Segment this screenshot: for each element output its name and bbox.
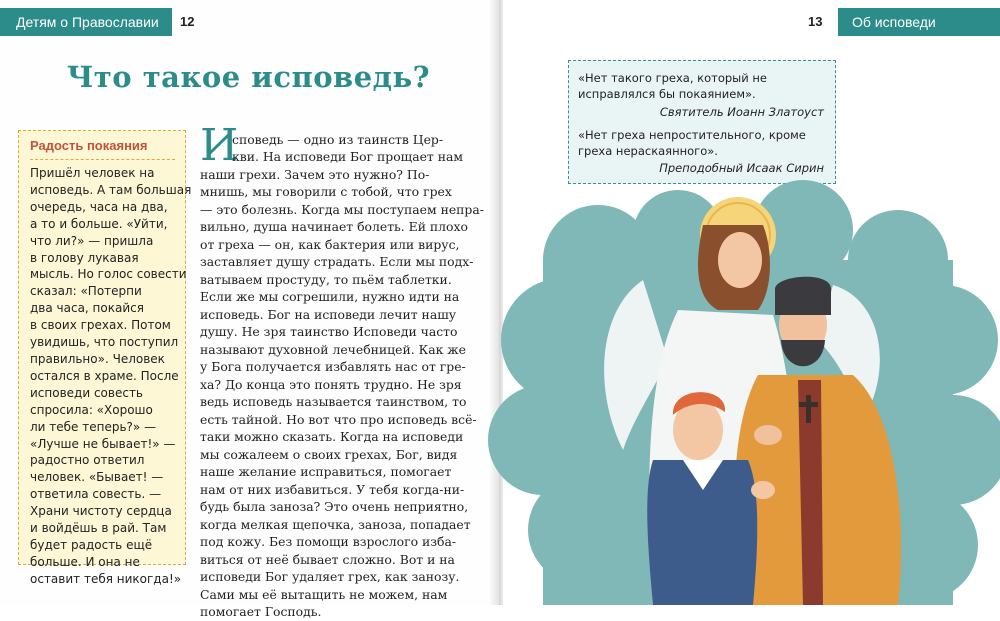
quote-line: исправлялся бы покаянием». xyxy=(578,87,756,101)
sidebar-line: ли тебе теперь?» — xyxy=(30,419,157,434)
drop-cap: И xyxy=(200,120,239,171)
sidebar-line: сказал: «Потерпи xyxy=(30,284,142,299)
priest-hand xyxy=(754,425,782,445)
quote-1-author: Святитель Иоанн Златоуст xyxy=(659,105,824,119)
body-line: нам от них избавиться. У тебя когда-ни- xyxy=(200,481,465,497)
sidebar-line: два часа, покайся xyxy=(30,301,144,316)
body-line: Если же мы согрешили, нужно идти на xyxy=(200,289,460,305)
body-text-intro xyxy=(232,131,492,166)
sidebar-line: в голову лукавая xyxy=(30,250,139,265)
body-line: исповеди Бог удаляет грех, как занозу. xyxy=(200,569,460,585)
body-line: у Бога получается избавлять нас от гре- xyxy=(200,359,466,375)
body-line: таки можно сказать. Когда на исповеди xyxy=(200,429,464,445)
sidebar-line: «Лучше не бывает!» — xyxy=(30,436,176,451)
sidebar-line: Храни чистоту сердца xyxy=(30,504,172,519)
sidebar-line: спросила: «Хорошо xyxy=(30,402,153,417)
page-title: Что такое исповедь? xyxy=(66,60,431,94)
quote-2-author: Преподобный Исаак Сирин xyxy=(659,161,824,175)
sidebar-divider xyxy=(30,159,175,160)
sidebar-line: и войдёшь в рай. Там xyxy=(30,521,167,536)
sidebar-line: что ли?» — пришла xyxy=(30,233,154,248)
body-line: наше желание исправиться, помогает xyxy=(200,464,452,480)
body-line: вильно, душа начинает болеть. Ей плохо xyxy=(200,219,468,235)
sidebar-line: очередь, часа на два, xyxy=(30,199,168,214)
body-line: душу. Не зря таинство Исповеди часто xyxy=(200,324,458,340)
body-line: от греха — он, как бактерия или вирус, xyxy=(200,236,460,252)
sidebar-line: исповеди совесть xyxy=(30,385,144,400)
body-line: виться от неё бывает сложно. Вот и на xyxy=(200,551,455,567)
sidebar-line: в своих грехах. Потом xyxy=(30,318,171,333)
illustration-angel-priest-boy xyxy=(503,190,1000,605)
body-line: — это болезнь. Когда мы поступаем непра- xyxy=(200,201,484,217)
body-text xyxy=(200,166,492,621)
body-line: споведь — одно из таинств Цер- xyxy=(232,132,444,147)
sidebar-line: человек. «Бывает! — xyxy=(30,470,164,485)
quote-line: «Нет такого греха, который не xyxy=(578,71,767,85)
sidebar-line: радостно ответил xyxy=(30,453,145,468)
sidebar-line: мысль. Но голос совести xyxy=(30,267,187,282)
body-line: кви. На исповеди Бог прощает нам xyxy=(232,149,463,165)
boy-hand xyxy=(751,481,775,499)
quote-line: греха нераскаянного». xyxy=(578,144,718,158)
running-header-left: Детям о Православии xyxy=(0,8,172,36)
body-line: мнишь, мы говорили с тобой, что грех xyxy=(200,184,452,200)
quote-1-text xyxy=(578,70,830,102)
body-line: ватываем простуду, то пьём таблетки. xyxy=(200,271,452,287)
body-line: наши грехи. Зачем это нужно? По- xyxy=(200,167,430,182)
sidebar-line: ответила совесть. — xyxy=(30,487,162,502)
body-line: есть тайной. Но вот что про исповедь всё- xyxy=(200,411,477,427)
body-line: помогает Господь. xyxy=(200,604,322,620)
body-line: ха? До конца это понять трудно. Не зря xyxy=(200,376,462,392)
body-line: ведь исповедь называется таинством, то xyxy=(200,394,467,410)
quote-line: «Нет греха непростительного, кроме xyxy=(578,128,806,142)
body-line: называют духовной лечебницей. Как же xyxy=(200,341,466,357)
sidebar-line: оставит тебя никогда!» xyxy=(30,571,182,586)
body-line: заставляет душу страдать. Если мы подх- xyxy=(200,254,474,270)
sidebar-line: а то и больше. «Уйти, xyxy=(30,216,168,231)
sidebar-line: будет радость ещё xyxy=(30,537,153,552)
angel-face xyxy=(718,232,762,288)
body-line: мы сожалеем о своих грехах, Бог, видя xyxy=(200,446,458,462)
body-line: исповедь. Бог на исповеди лечит нашу xyxy=(200,306,457,322)
body-line: будь была заноза? Это очень неприятно, xyxy=(200,499,469,515)
sidebar-line: увидишь, что поступил xyxy=(30,335,179,350)
left-page xyxy=(0,0,497,620)
page-number-right: 13 xyxy=(808,14,823,29)
page-number-left: 12 xyxy=(180,14,195,29)
quote-2-text xyxy=(578,127,830,159)
sidebar-line: исповедь. А там большая xyxy=(30,182,192,197)
body-line: когда мелкая щепочка, заноза, попадает xyxy=(200,516,471,532)
sidebar-line: правильно». Человек xyxy=(30,351,165,366)
body-line: под кожу. Без помощи взрослого изба- xyxy=(200,534,457,550)
sidebar-heading: Радость покаяния xyxy=(30,138,148,153)
running-header-right: Об исповеди xyxy=(838,8,1000,36)
sidebar-text xyxy=(30,165,192,588)
right-page xyxy=(503,0,1000,605)
sidebar-line: остался в храме. После xyxy=(30,368,179,383)
body-line: Сами мы её вытащить не можем, нам xyxy=(200,586,448,602)
sidebar-line: Пришёл человек на xyxy=(30,166,155,180)
sidebar-line: больше. И она не xyxy=(30,554,140,569)
